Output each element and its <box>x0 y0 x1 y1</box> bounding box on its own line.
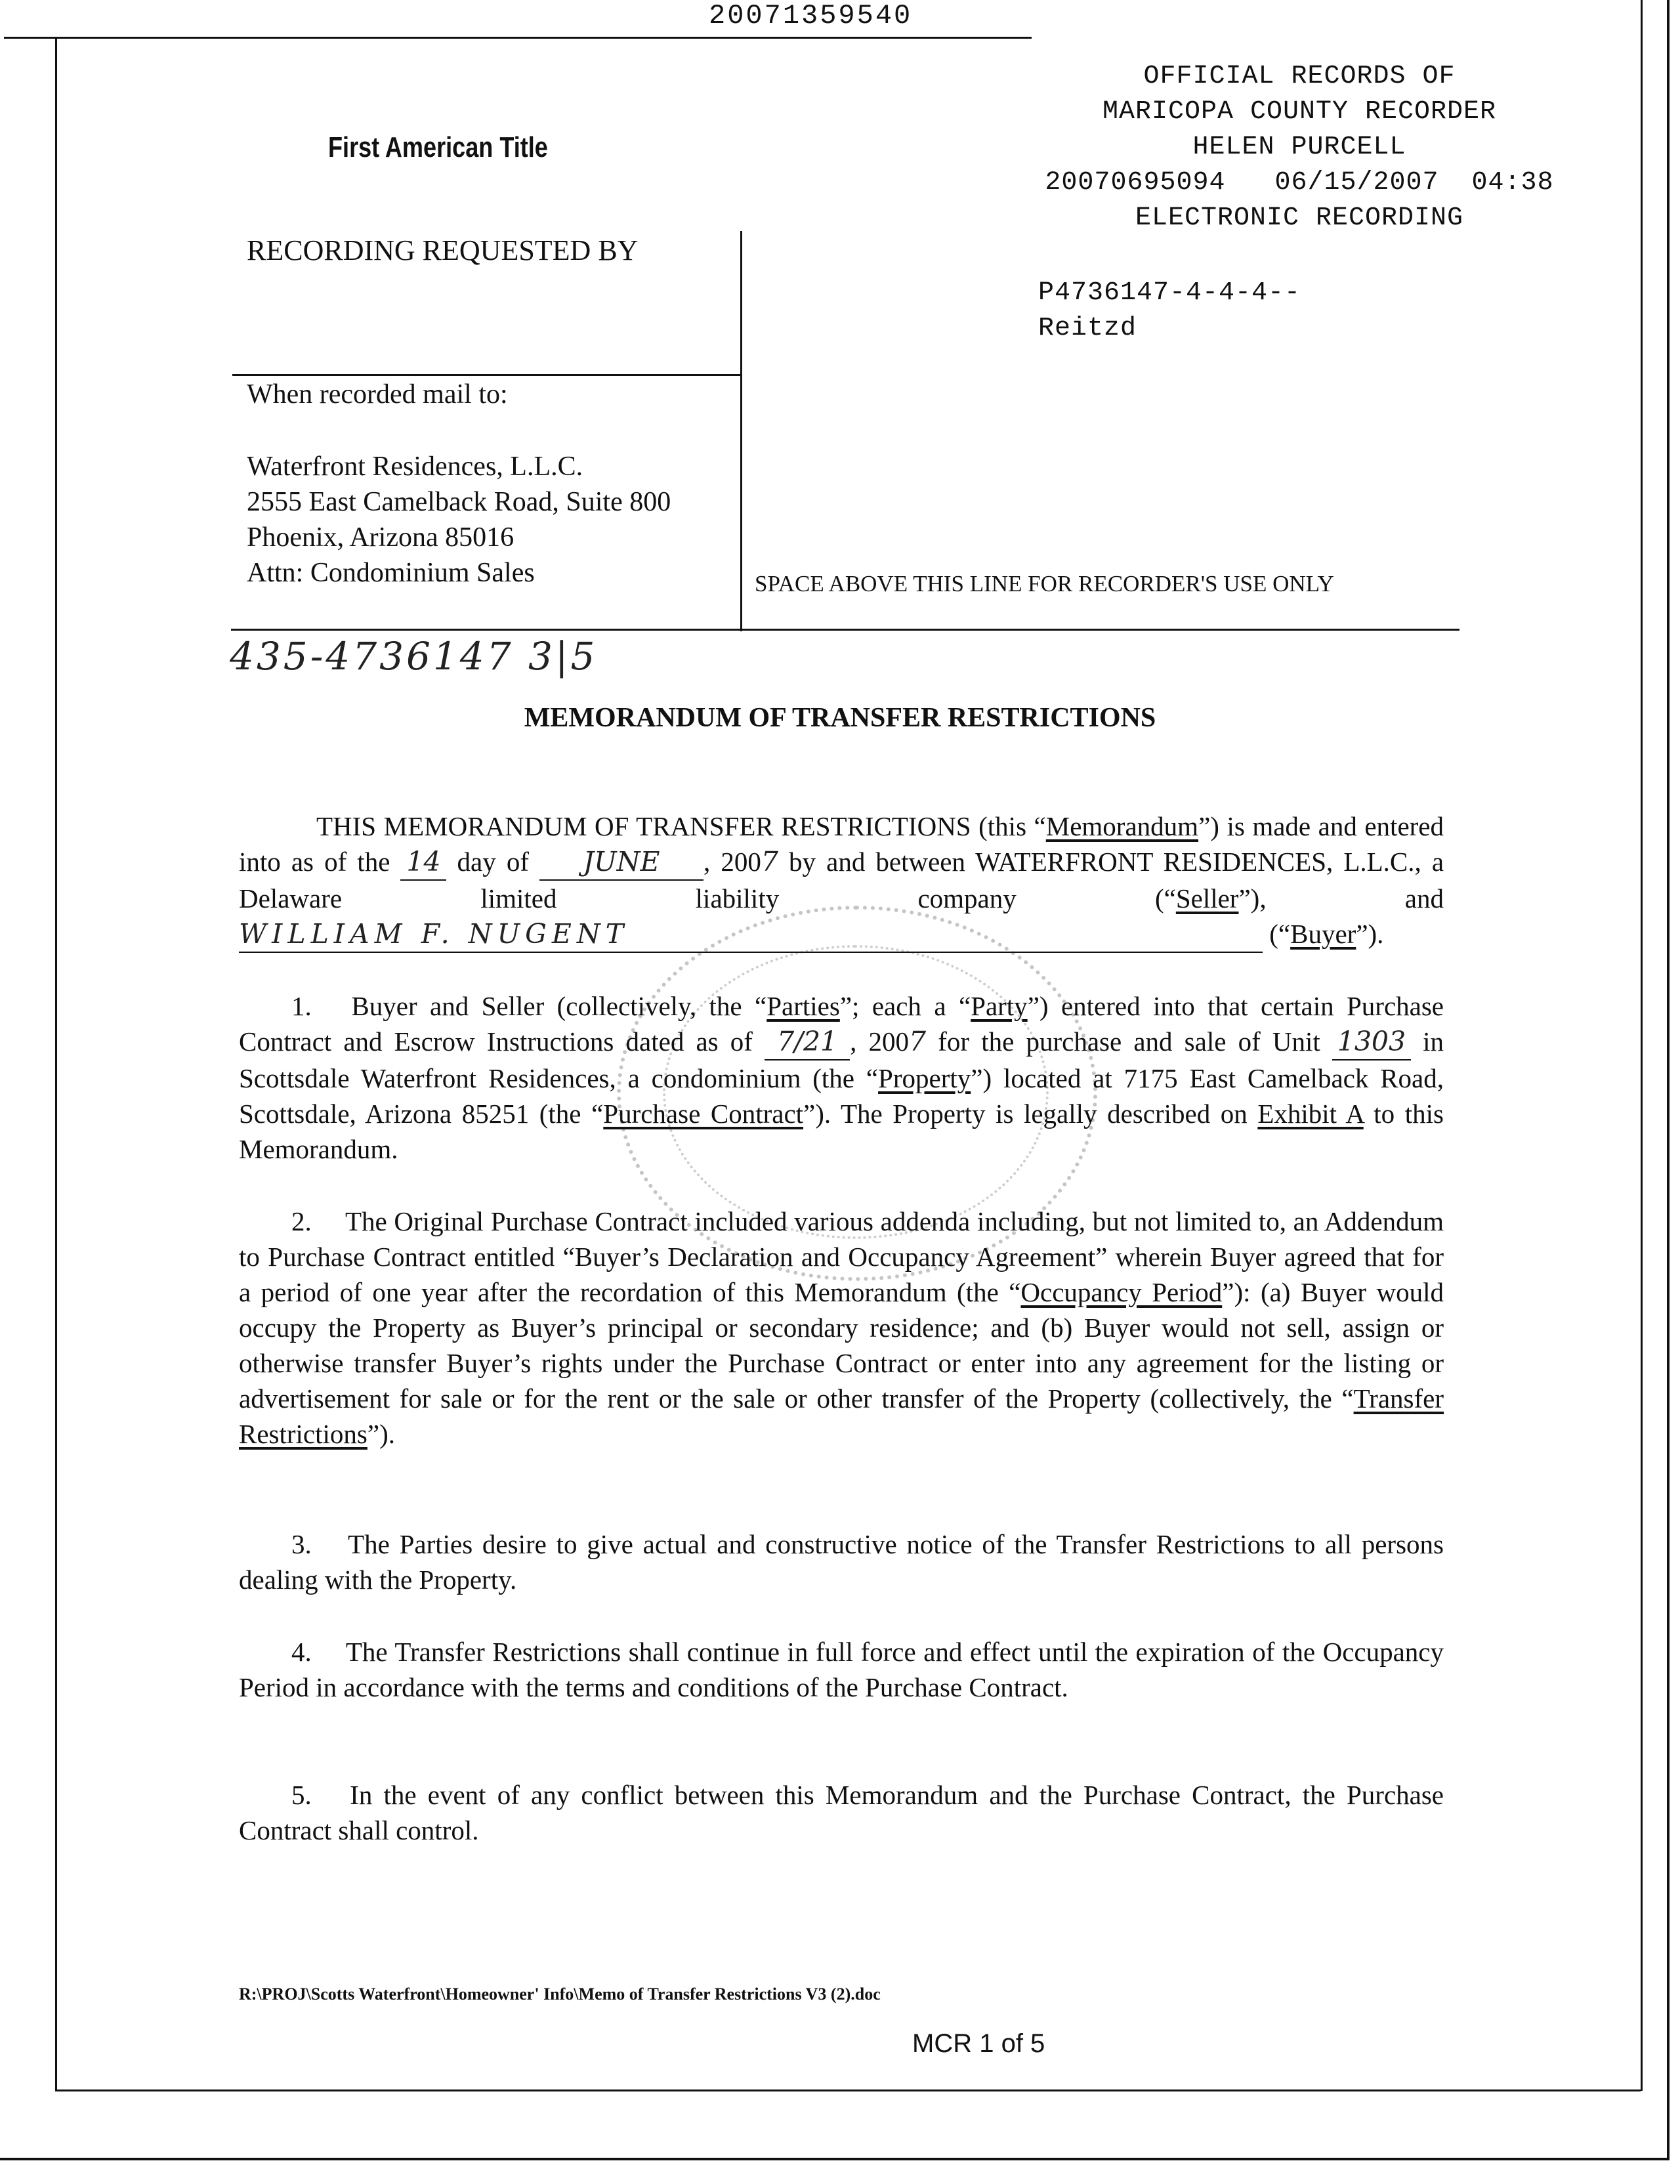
recorder-ref <box>1038 276 1301 346</box>
page-label: MCR 1 of 5 <box>912 2029 1045 2058</box>
top-number-underline <box>4 37 1032 39</box>
paragraph-5-text: In the event of any conflict between this Memorandum and the Purchase Contract, the Purchase Contract shall control. <box>239 1780 1444 1845</box>
recorder-line1: OFFICIAL RECORDS OF <box>1143 62 1456 91</box>
p1-text-7: ”) located at 7175 East Camelback Road, Scottsdale, Arizona 85251 (the “ <box>239 1063 1444 1129</box>
paragraph-1-number: 1. <box>291 991 312 1021</box>
mail-to-label: When recorded mail to: <box>247 379 508 410</box>
paragraph-3 <box>239 1526 1444 1597</box>
term-purchase-contract: Purchase Contract <box>603 1099 804 1129</box>
file-path-footer: R:\PROJ\Scotts Waterfront\Homeowner' Info\Memo of Transfer Restrictions V3 (2).doc <box>239 1984 881 2004</box>
mail-to-attn: Attn: Condominium Sales <box>247 558 535 588</box>
mail-to-name: Waterfront Residences, L.L.C. <box>247 452 583 482</box>
fill-day: 14 <box>400 844 446 881</box>
recorder-docnum: 20070695094 <box>1045 168 1226 198</box>
intro-paragraph <box>239 808 1444 953</box>
recorder-line2: MARICOPA COUNTY RECORDER <box>1102 97 1497 127</box>
recorder-use-note: SPACE ABOVE THIS LINE FOR RECORDER'S USE ONLY <box>755 571 1334 597</box>
frame-bottom <box>55 2090 1641 2091</box>
mail-to-street: 2555 East Camelback Road, Suite 800 <box>247 487 671 517</box>
term-exhibit-a: Exhibit A <box>1257 1099 1364 1129</box>
term-memorandum: Memorandum <box>1045 811 1199 841</box>
handwritten-reference: 435-4736147 3|5 <box>230 634 598 679</box>
intro-text-3: day of <box>457 847 529 877</box>
recorder-stamp-line <box>1011 165 1588 201</box>
recorder-line3: HELEN PURCELL <box>1192 133 1406 162</box>
recorder-ref2: Reitzd <box>1038 314 1137 343</box>
fill-contract-date: 7/21 <box>765 1024 850 1060</box>
paragraph-3-number: 3. <box>291 1529 312 1559</box>
p1-text-9: to this Memorandum. <box>239 1099 1444 1164</box>
term-property: Property <box>878 1063 971 1093</box>
fill-buyer-name: WILLIAM F. NUGENT <box>239 916 1263 953</box>
mail-to-city: Phoenix, Arizona 85016 <box>247 522 514 553</box>
header-vertical-divider <box>740 231 742 631</box>
recorder-line5: ELECTRONIC RECORDING <box>1135 203 1464 233</box>
intro-text-1: THIS MEMORANDUM OF TRANSFER RESTRICTIONS (this “ <box>316 811 1046 841</box>
document-title: MEMORANDUM OF TRANSFER RESTRICTIONS <box>524 703 1156 733</box>
paragraph-4 <box>239 1634 1444 1705</box>
term-parties: Parties <box>766 991 840 1021</box>
fill-year: 7 <box>761 846 778 877</box>
term-seller: Seller <box>1175 883 1239 914</box>
recorder-use-rule <box>231 629 1460 631</box>
p1-text-4: , 200 <box>850 1026 910 1057</box>
term-transfer-restrictions: Transfer Restrictions <box>239 1383 1444 1449</box>
fill-contract-year: 7 <box>909 1026 927 1057</box>
term-buyer: Buyer <box>1290 919 1356 949</box>
p1-text-3: ”) entered into that certain Purchase Contract and Escrow Instructions dated as of <box>239 991 1444 1057</box>
p2-text-2: ”): (a) Buyer would occupy the Property as Buyer’s principal or secondary residence; and (b) Buyer would not sell, assign or otherwise transfer Buyer’s rights under the Purchase Contract or enter into any agreement for the listing or advertisement for sale or for the rent or the sale or other transfer of the Property (collectively, the “ <box>239 1277 1444 1414</box>
p1-text-1: Buyer and Seller (collectively, the “ <box>351 991 767 1021</box>
intro-text-5: by and between WATERFRONT RESIDENCES, L.L.C., a Delaware limited liability company (“ <box>239 847 1444 914</box>
intro-text-4: , 200 <box>704 847 761 877</box>
p2-text-1: The Original Purchase Contract included various addenda including, but not limited to, an Addendum to Purchase Contract entitled “Buyer’s Declaration and Occupancy Agreement” wherein Buyer agreed that for a period of one year after the recordation of this Memorandum (the “ <box>239 1206 1444 1307</box>
outer-bottom-edge <box>0 2158 1670 2160</box>
title-company-logo: First American Title <box>328 131 548 163</box>
recording-requested-by: RECORDING REQUESTED BY <box>247 234 639 266</box>
term-occupancy-period: Occupancy Period <box>1020 1277 1223 1307</box>
paragraph-2-number: 2. <box>291 1206 312 1236</box>
frame-right <box>1641 0 1643 2091</box>
p1-text-5: for the purchase and sale of Unit <box>938 1026 1320 1057</box>
fill-month: JUNE <box>539 844 704 881</box>
header-mid-rule <box>232 374 742 376</box>
frame-left <box>55 37 57 2091</box>
paragraph-4-text: The Transfer Restrictions shall continue in full force and effect until the expiration of the Occupancy Period in accordance with the terms and conditions of the Purchase Contract. <box>239 1637 1444 1702</box>
paragraph-5 <box>239 1777 1444 1848</box>
paragraph-3-text: The Parties desire to give actual and constructive notice of the Transfer Restrictions to all persons dealing with the Property. <box>239 1529 1444 1595</box>
intro-text-2: ”) is made and entered into as of the <box>239 811 1444 877</box>
mail-to-block <box>247 377 671 591</box>
intro-text-6: ”), and <box>1238 883 1444 914</box>
outer-right-edge <box>1667 0 1670 2159</box>
top-record-number: 20071359540 <box>709 0 913 32</box>
paragraph-5-number: 5. <box>291 1780 312 1810</box>
fill-unit-number: 1303 <box>1332 1024 1411 1060</box>
recorder-time: 04:38 <box>1471 168 1554 198</box>
intro-text-7: (“ <box>1269 919 1291 949</box>
p1-text-2: ”; each a “ <box>839 991 971 1021</box>
p1-text-8: ”). The Property is legally described on <box>803 1099 1258 1129</box>
intro-text-8: ”). <box>1356 919 1384 949</box>
paragraph-2 <box>239 1204 1444 1452</box>
recorder-date: 06/15/2007 <box>1274 168 1439 198</box>
paragraph-4-number: 4. <box>291 1637 312 1667</box>
paragraph-1 <box>239 988 1444 1167</box>
p2-text-3: ”). <box>367 1419 395 1449</box>
p1-text-6: in Scottsdale Waterfront Residences, a condominium (the “ <box>239 1026 1444 1093</box>
term-party: Party <box>971 991 1028 1021</box>
recorder-ref1: P4736147-4-4-4-- <box>1038 278 1301 308</box>
recorder-block <box>1011 59 1588 236</box>
